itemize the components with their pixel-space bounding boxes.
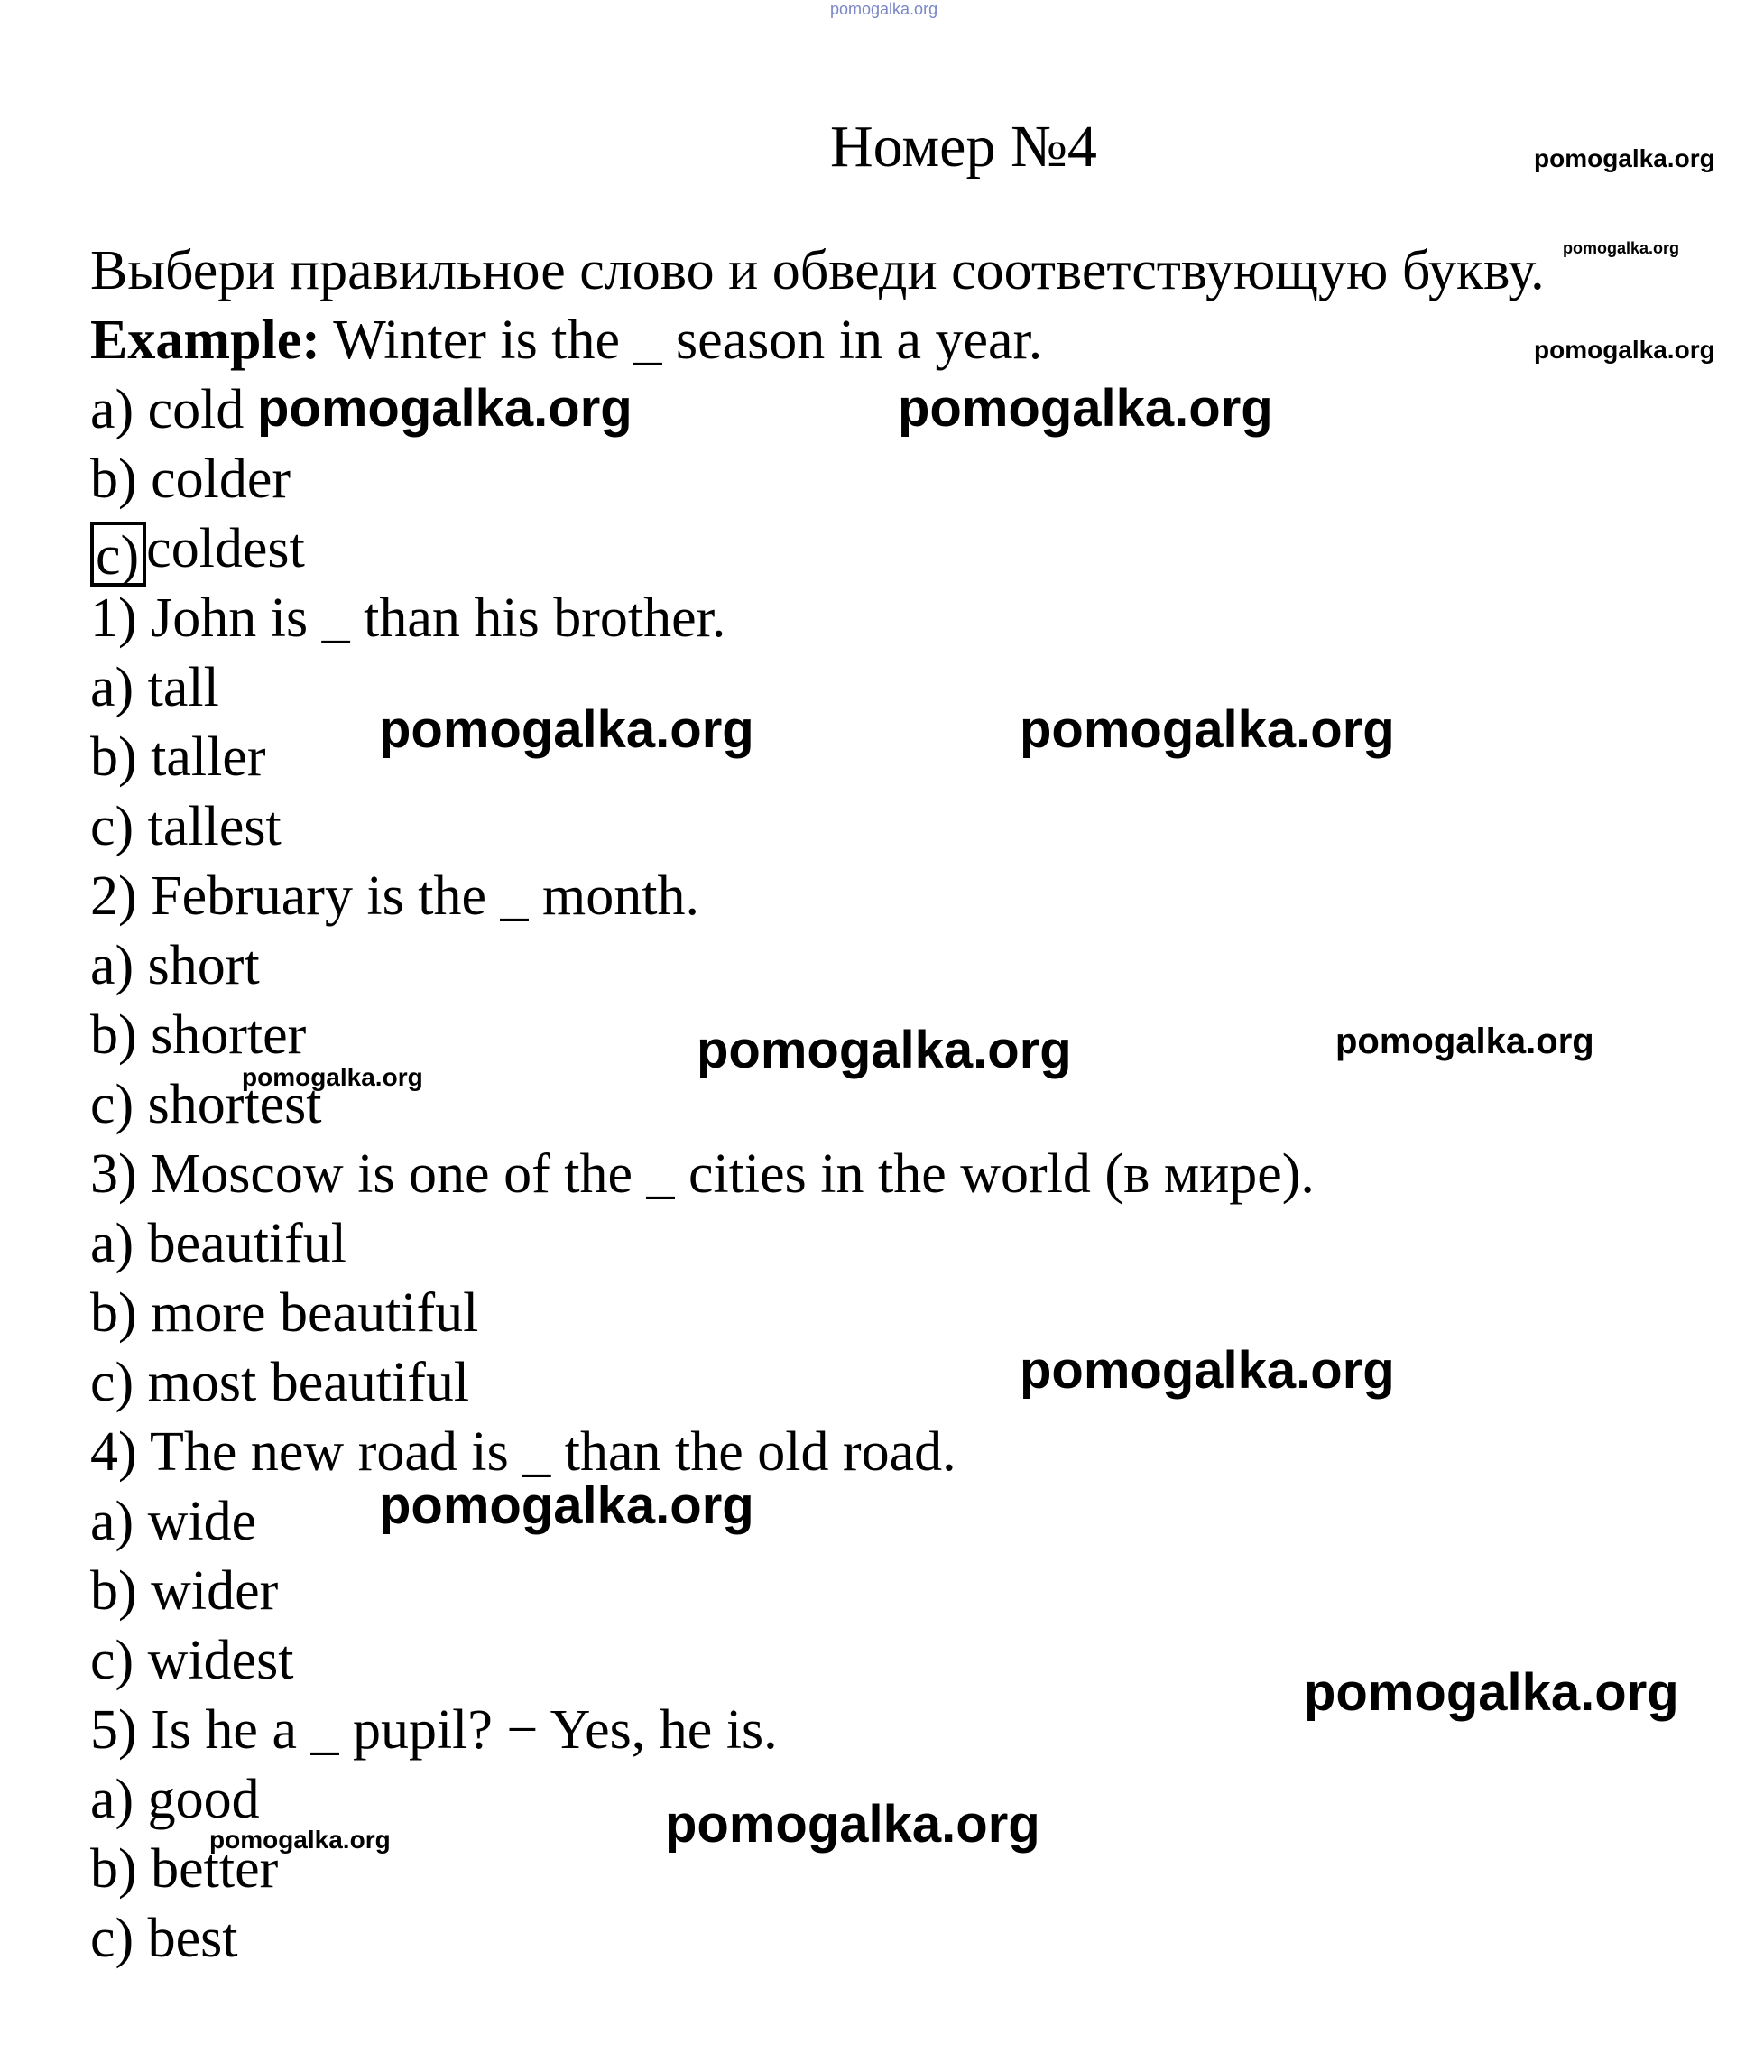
question-4-option-c: c) widest	[90, 1630, 294, 1691]
question-4-option-a: a) wide	[90, 1491, 257, 1552]
example-line	[90, 306, 1545, 375]
question-1-option-c: c) tallest	[90, 796, 282, 857]
question-4-option-b: b) wider	[90, 1560, 279, 1622]
question-4: 4) The new road is _ than the old road.	[90, 1421, 956, 1483]
question-3-option-a: a) beautiful	[90, 1213, 347, 1274]
watermark: pomogalka.org	[1534, 336, 1715, 364]
instruction: Выбери правильное слово и обведи соответствующую букву.	[90, 240, 1545, 301]
watermark: pomogalka.org	[1534, 144, 1715, 172]
question-5-option-b: b) better	[90, 1838, 279, 1900]
question-3-option-c: c) most beautiful	[90, 1352, 470, 1413]
question-2: 2) February is the _ month.	[90, 865, 700, 927]
page-title: Номер №4	[830, 114, 1097, 180]
question-1-option-b: b) taller	[90, 726, 266, 788]
example-option-c	[90, 514, 1545, 587]
watermark: pomogalka.org	[665, 1795, 1040, 1854]
example-option-a: a) cold	[90, 379, 245, 440]
watermark: pomogalka.org	[898, 379, 1273, 438]
example-sentence: Winter is the _ season in a year.	[319, 310, 1043, 371]
watermark: pomogalka.org	[257, 379, 633, 438]
watermark: pomogalka.org	[209, 1826, 391, 1854]
watermark: pomogalka.org	[1304, 1663, 1679, 1722]
example-option-c-word: coldest	[146, 518, 305, 579]
question-3: 3) Moscow is one of the _ cities in the world (в мире).	[90, 1143, 1315, 1205]
watermark: pomogalka.org	[379, 700, 754, 759]
watermark: pomogalka.org	[1020, 700, 1395, 759]
watermark: pomogalka.org	[242, 1063, 423, 1091]
watermark: pomogalka.org	[1020, 1341, 1395, 1400]
question-1: 1) John is _ than his brother.	[90, 587, 726, 649]
question-5: 5) Is he a _ pupil? − Yes, he is.	[90, 1699, 778, 1761]
question-2-option-a: a) short	[90, 935, 260, 996]
watermark: pomogalka.org	[1563, 239, 1680, 257]
watermark: pomogalka.org	[1335, 1022, 1594, 1061]
watermark: pomogalka.org	[697, 1021, 1072, 1079]
watermark: pomogalka.org	[379, 1476, 754, 1535]
circled-answer-box: c)	[90, 522, 146, 587]
example-label: Example:	[90, 310, 320, 371]
header-watermark: pomogalka.org	[830, 0, 938, 18]
question-2-option-b: b) shorter	[90, 1004, 307, 1066]
question-5-option-c: c) best	[90, 1908, 238, 1969]
example-option-b: b) colder	[90, 449, 291, 510]
question-1-option-a: a) tall	[90, 657, 219, 718]
question-3-option-b: b) more beautiful	[90, 1282, 479, 1344]
question-5-option-a: a) good	[90, 1769, 260, 1830]
question-2-option-c: c) shortest	[90, 1074, 322, 1135]
